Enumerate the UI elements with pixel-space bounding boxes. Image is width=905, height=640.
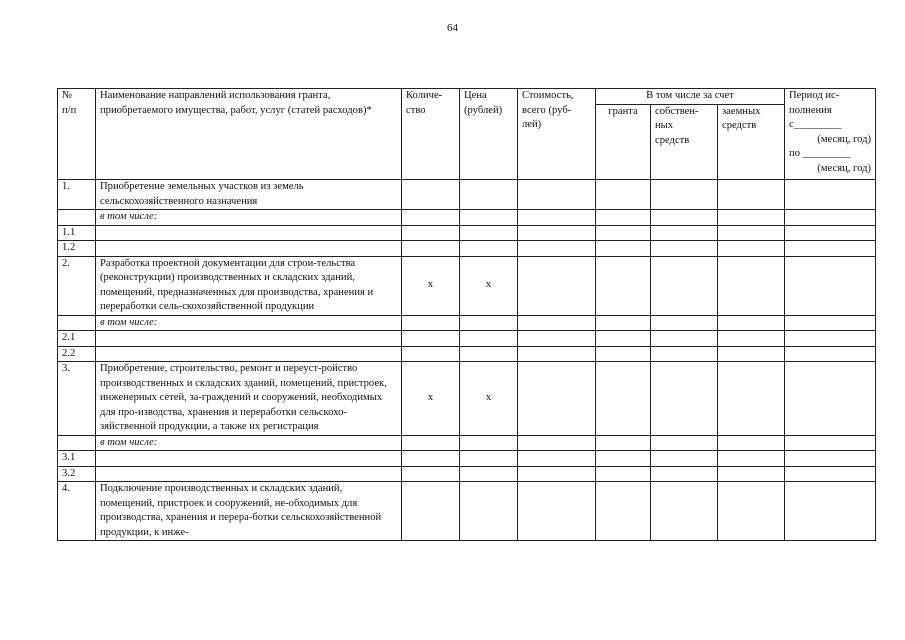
period-title: Период ис- полнения [789, 90, 840, 116]
row-no [58, 315, 96, 331]
header-price: Цена (рублей) [460, 89, 518, 180]
row-name [96, 331, 402, 347]
table-row [58, 180, 876, 210]
row-name [96, 451, 402, 467]
table-row [58, 362, 876, 436]
row-name: в том числе: [96, 435, 402, 451]
header-grant: гранта [596, 104, 651, 180]
row-no: 1.1 [58, 225, 96, 241]
row-no: 3. [58, 362, 96, 436]
grant-expense-table [57, 88, 876, 541]
table-row [58, 435, 876, 451]
row-name: Приобретение земельных участков из земель сельскохозяйственного назначения [96, 180, 402, 210]
table-row [58, 466, 876, 482]
row-no: 2. [58, 256, 96, 315]
period-from: с_________ [789, 119, 842, 130]
header-own: собствен- ных средств [651, 104, 718, 180]
row-name [96, 466, 402, 482]
row-name [96, 225, 402, 241]
header-period [785, 89, 876, 180]
header-name: Наименование направлений использования гранта, приобретаемого имущества, работ, услуг (статей расходов)* [96, 89, 402, 180]
header-qty: Количе- ство [402, 89, 460, 180]
row-price: х [460, 362, 518, 436]
header-row-1 [58, 89, 876, 105]
row-no [58, 210, 96, 226]
row-no: 1. [58, 180, 96, 210]
period-from-hint: (месяц, год) [817, 133, 872, 145]
row-price: х [460, 256, 518, 315]
row-no: 2.1 [58, 331, 96, 347]
row-qty: х [402, 256, 460, 315]
page-number: 64 [447, 22, 458, 34]
header-no: № п/п [58, 89, 96, 180]
row-qty: х [402, 362, 460, 436]
table-row [58, 331, 876, 347]
row-name: в том числе: [96, 210, 402, 226]
table-row [58, 482, 876, 541]
table-row [58, 210, 876, 226]
period-to: по _________ [789, 148, 851, 159]
row-name: Приобретение, строительство, ремонт и переуст-ройство производственных и складских зданий, помещений, пристроек, инженерных сетей, за-граждений и сооружений, необходимых для про-изводства, хранения и переработки сельскохо-зяйственной продукции, а также их регистрация [96, 362, 402, 436]
table-row [58, 225, 876, 241]
table-row [58, 346, 876, 362]
table-row [58, 256, 876, 315]
row-no: 2.2 [58, 346, 96, 362]
row-name: в том числе: [96, 315, 402, 331]
period-to-hint: (месяц, год) [817, 162, 872, 174]
row-name [96, 241, 402, 257]
row-no: 3.2 [58, 466, 96, 482]
table-row [58, 451, 876, 467]
row-name: Подключение производственных и складских зданий, помещений, пристроек и сооружений, не-обходимых для производства, хранения и перера-ботки сельскохозяйственной продукции, к инже- [96, 482, 402, 541]
table-row [58, 241, 876, 257]
row-name [96, 346, 402, 362]
header-cost: Стоимость, всего (руб- лей) [518, 89, 596, 180]
row-no: 3.1 [58, 451, 96, 467]
row-no: 1.2 [58, 241, 96, 257]
table-row [58, 315, 876, 331]
header-funding-group: В том числе за счет [596, 89, 785, 105]
row-no: 4. [58, 482, 96, 541]
header-loan: заемных средств [718, 104, 785, 180]
row-name: Разработка проектной документации для строи-тельства (реконструкции) производственных и складских зданий, помещений, предназначенных для производства, хранения и переработки сель-скохозяйственной продукции [96, 256, 402, 315]
row-no [58, 435, 96, 451]
